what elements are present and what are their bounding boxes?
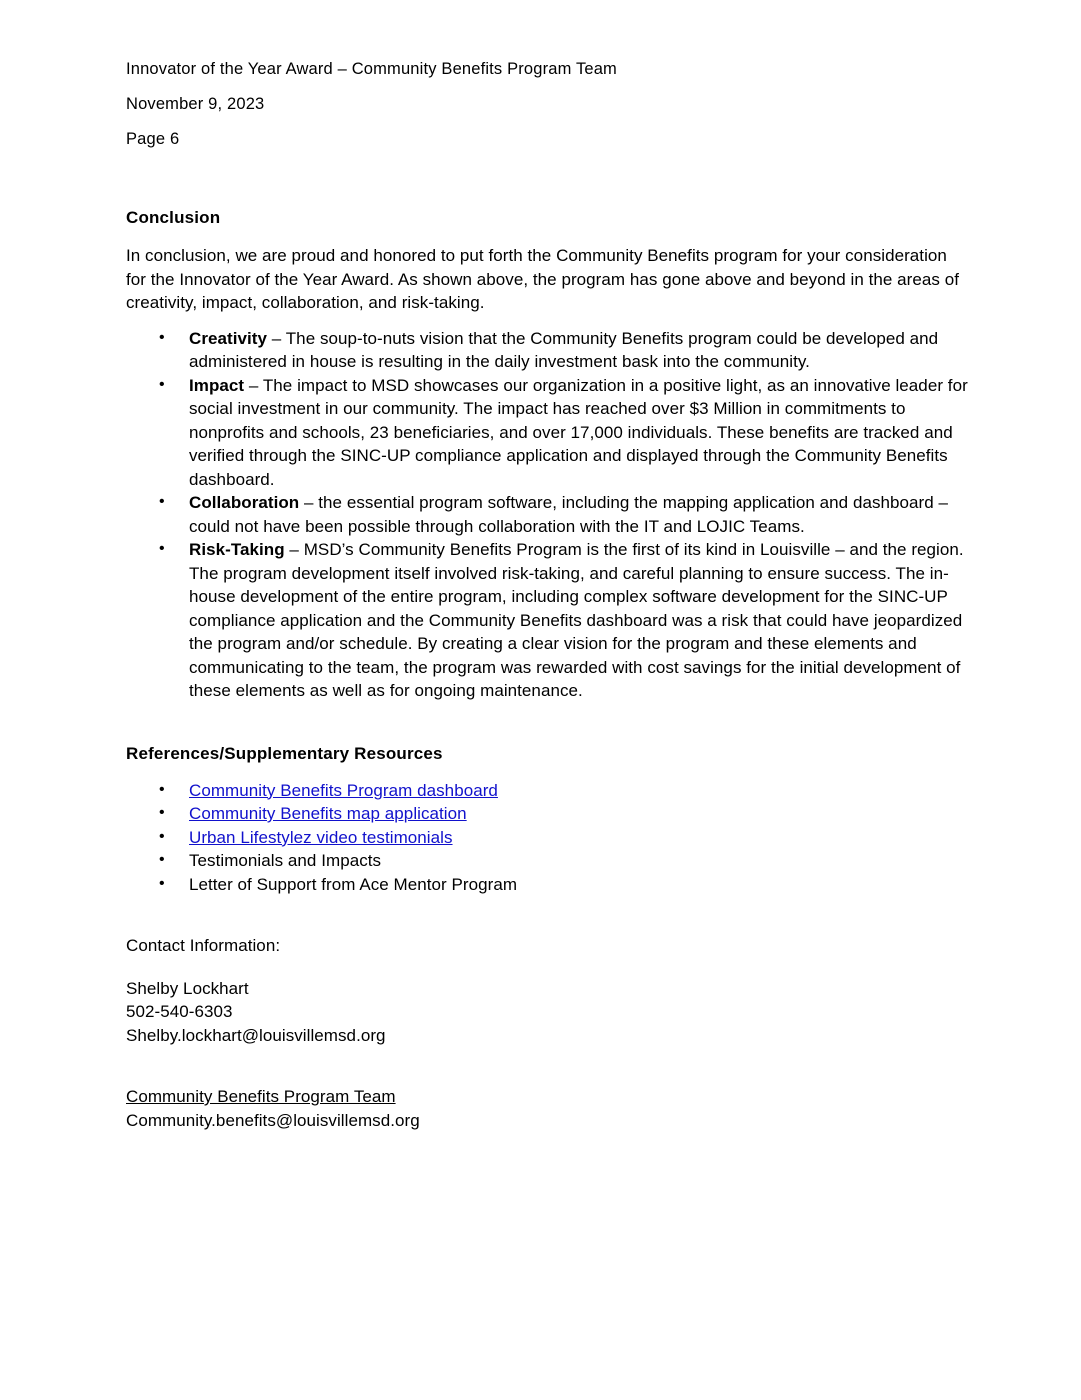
references-heading: References/Supplementary Resources (126, 743, 443, 763)
contact-team-name: Community Benefits Program Team (126, 1087, 396, 1106)
bullet-term: Creativity (189, 328, 267, 348)
contact-phone: 502-540-6303 (126, 1002, 233, 1021)
list-item (126, 873, 889, 897)
contact-label: Contact Information: (126, 936, 281, 955)
reference-link-map-application[interactable]: Community Benefits map application (189, 804, 467, 823)
bullet-dash: – (299, 493, 319, 512)
contact-name: Shelby Lockhart (126, 978, 249, 998)
list-item (126, 491, 976, 538)
bullet-text: the essential program software, including the mapping application and dashboard – could not have been possible through collaboration with the IT and LOJIC Teams. (189, 493, 949, 536)
list-item (126, 826, 889, 850)
contact-information-block (126, 934, 976, 1132)
header-date: November 9, 2023 (126, 95, 265, 113)
bullet-term: Impact (189, 375, 245, 395)
list-item (126, 538, 976, 703)
list-item (126, 779, 889, 803)
reference-item-testimonials-impacts: Testimonials and Impacts (189, 851, 382, 870)
contact-email: Shelby.lockhart@louisvillemsd.org (126, 1025, 386, 1045)
bullet-text: The soup-to-nuts vision that the Community Benefits program could be developed and administered in house is resulting in the daily investment bask into the community. (189, 328, 939, 371)
reference-link-dashboard[interactable]: Community Benefits Program dashboard (189, 780, 498, 800)
document-header (126, 60, 976, 149)
header-page-number: Page 6 (126, 130, 180, 148)
list-item (126, 327, 976, 374)
list-item (126, 849, 889, 873)
references-list (126, 779, 976, 897)
bullet-text: MSD’s Community Benefits Program is the first of its kind in Louisville – and the region. The program development itself involved risk-taking, and careful planning to ensure success. The in-house development of the entire program, including complex software development for the SINC-UP compliance application and the Community Benefits dashboard was a risk that could have jeopardized the program and/or schedule. By creating a clear vision for the program and these elements and communicating to the team, the program was rewarded with cost savings for the initial development of these elements as well as for ongoing maintenance. (189, 540, 964, 700)
bullet-dash: – (284, 540, 304, 559)
conclusion-paragraph: In conclusion, we are proud and honored to put forth the Community Benefits program for your consideration for the Innovator of the Year Award. As shown above, the program has gone above and beyond in the areas of creativity, impact, collaboration, and risk-taking. (126, 246, 960, 312)
bullet-term: Collaboration (189, 493, 300, 512)
list-item (126, 802, 889, 826)
bullet-term: Risk-Taking (189, 540, 285, 559)
contact-team-email: Community.benefits@louisvillemsd.org (126, 1110, 420, 1130)
bullet-dash: – (244, 375, 263, 395)
reference-item-letter-of-support: Letter of Support from Ace Mentor Program (189, 874, 518, 894)
reference-link-video-testimonials[interactable]: Urban Lifestylez video testimonials (189, 827, 453, 847)
bullet-text: The impact to MSD showcases our organization in a positive light, as an innovative leader for social investment in our community. The impact has reached over $3 Million in commitments to nonprofits and schools, 23 beneficiaries, and over 17,000 individuals. These benefits are tracked and verified through the SINC-UP compliance application and displayed through the Community Benefits dashboard. (189, 375, 968, 489)
bullet-dash: – (267, 328, 286, 348)
header-title: Innovator of the Year Award – Community Benefits Program Team (126, 60, 617, 78)
conclusion-bullet-list (126, 327, 976, 703)
list-item (126, 374, 976, 492)
conclusion-heading: Conclusion (126, 208, 221, 227)
